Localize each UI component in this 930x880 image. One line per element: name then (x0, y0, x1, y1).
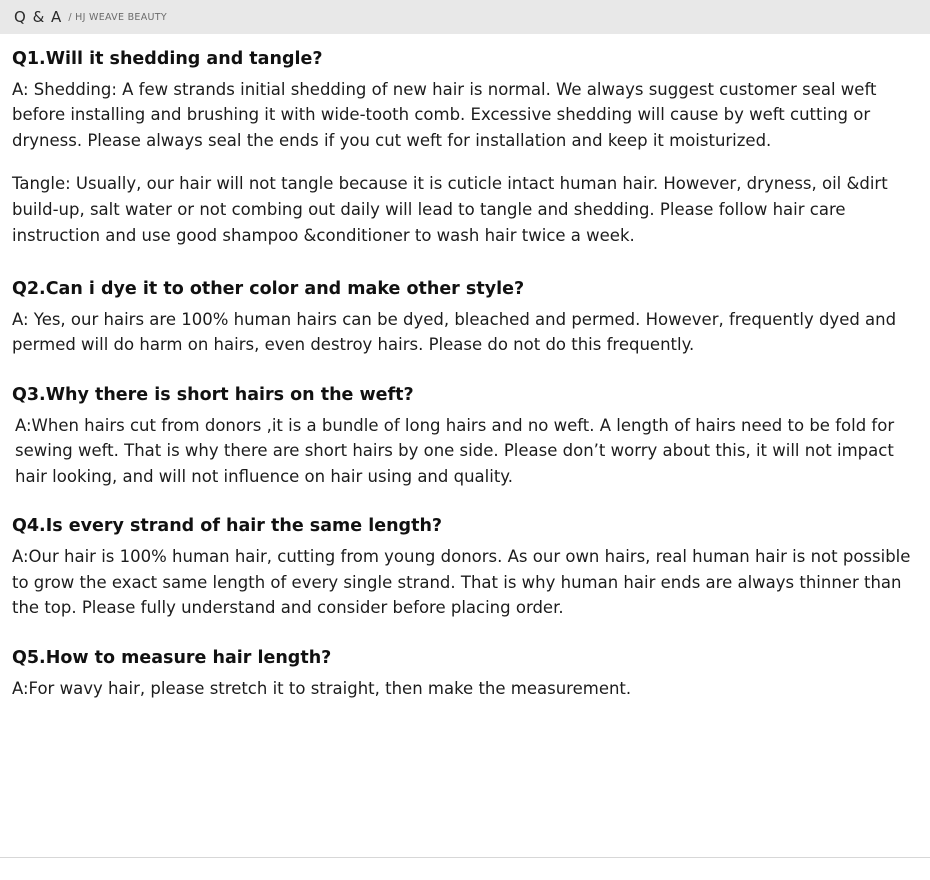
page-title: Q & A (14, 8, 63, 26)
faq-answer-4: A:Our hair is 100% human hair, cutting from young donors. As our own hairs, real human hair is not possible to grow the exact same length of every single strand. That is why human hair ends are always thinner than the top. Please fully understand and consider before placing order. (12, 547, 911, 618)
faq-answer-1a: A: Shedding: A few strands initial shedding of new hair is normal. We always suggest customer seal weft before installing and brushing it with wide-tooth comb. Excessive shedding will cause by weft cutting or dryness. Please always seal the ends if you cut weft for installation and keep it moisturized. (12, 79, 877, 150)
faq-item-3 (12, 384, 918, 489)
section-spacer (12, 262, 918, 278)
faq-content (0, 34, 930, 701)
brand-label: / HJ WEAVE BEAUTY (68, 11, 167, 23)
faq-question-2: Q2.Can i dye it to other color and make other style? (12, 279, 525, 300)
section-spacer (12, 372, 918, 384)
faq-question-5: Q5.How to measure hair length? (12, 647, 332, 668)
bottom-divider (0, 857, 930, 858)
faq-question-1: Q1.Will it shedding and tangle? (12, 49, 323, 69)
faq-question-4: Q4.Is every strand of hair the same length? (12, 516, 443, 537)
faq-item-4 (12, 515, 918, 620)
section-spacer (12, 503, 918, 515)
faq-question-3: Q3.Why there is short hairs on the weft? (12, 385, 414, 405)
faq-item-1 (12, 48, 918, 248)
page-header (0, 0, 930, 34)
faq-item-2 (12, 278, 918, 358)
faq-answer-2: A: Yes, our hairs are 100% human hairs can be dyed, bleached and permed. However, frequently dyed and permed will do harm on hairs, even destroy hairs. Please do not do this frequently. (12, 309, 897, 355)
section-spacer (12, 635, 918, 647)
faq-item-5 (12, 647, 918, 701)
faq-answer-5: A:For wavy hair, please stretch it to straight, then make the measurement. (12, 678, 632, 698)
faq-answer-1b: Tangle: Usually, our hair will not tangle because it is cuticle intact human hair. However, dryness, oil &dirt build-up, salt water or not combing out daily will lead to tangle and shedding. Please follow hair care instruction and use good shampoo &conditioner to wash hair twice a week. (12, 174, 888, 245)
faq-answer-3: A:When hairs cut from donors ,it is a bundle of long hairs and no weft. A length of hairs need to be fold for sewing weft. That is why there are short hairs by one side. Please don’t worry about this, it will not impact hair looking, and will not influence on hair using and quality. (15, 415, 895, 486)
